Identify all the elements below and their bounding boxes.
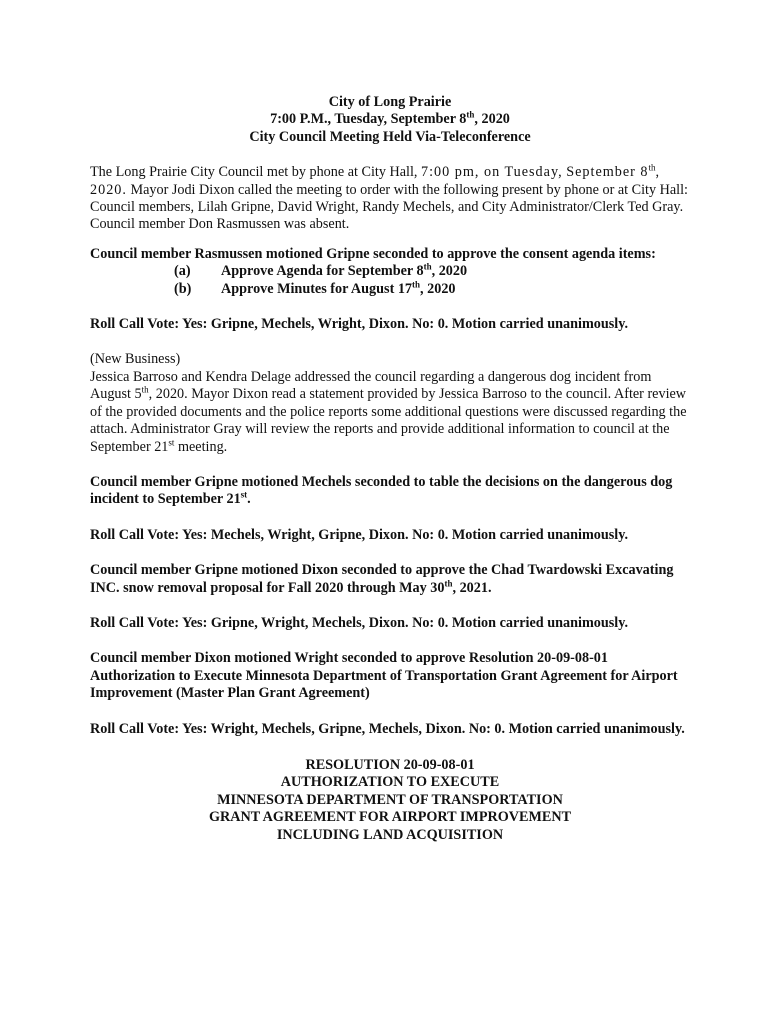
new-business-text-c: meeting. bbox=[174, 438, 228, 455]
intro-sup: th bbox=[648, 162, 656, 173]
motion-dog-text: Council member Gripne motioned Mechels seconded to table the decisions on the dangerous dog incident to September 21 bbox=[90, 473, 673, 508]
consent-item-text bbox=[221, 263, 467, 280]
intro-text-d: , 2020. bbox=[90, 164, 661, 198]
new-business-paragraph bbox=[90, 369, 690, 456]
document-header bbox=[90, 94, 690, 146]
consent-item-a-year: , 2020 bbox=[431, 263, 468, 280]
intro-text-a: The Long Prairie City Council met by phone at City Hall, bbox=[90, 164, 421, 181]
consent-item-b-text: Approve Minutes for August 17 bbox=[221, 280, 413, 297]
new-business-heading: (New Business) bbox=[90, 351, 181, 368]
resolution-line: RESOLUTION 20-09-08-01 bbox=[305, 756, 475, 773]
consent-vote: Roll Call Vote: Yes: Gripne, Mechels, Wright, Dixon. No: 0. Motion carried unanimously. bbox=[90, 316, 629, 333]
consent-item-number: (a) bbox=[174, 263, 191, 280]
motion-dog-sup: st bbox=[240, 489, 248, 500]
motion-resolution: Council member Dixon motioned Wright seconded to approve Resolution 20-09-08-01 Authorization to Execute Minnesota Department of Transportation Grant Agreement for Airport Improvement (Master Plan Grant Agreement) bbox=[90, 650, 678, 702]
vote-snow-removal: Roll Call Vote: Yes: Gripne, Wright, Mechels, Dixon. No: 0. Motion carried unanimously. bbox=[90, 614, 629, 631]
consent-motion: Council member Rasmussen motioned Gripne seconded to approve the consent agenda items: bbox=[90, 245, 656, 262]
motion-snow-sup: th bbox=[444, 577, 453, 588]
motion-dog-incident bbox=[90, 474, 690, 509]
new-business-sup-1: th bbox=[141, 384, 149, 395]
consent-item-b bbox=[90, 278, 690, 298]
resolution-line: INCLUDING LAND ACQUISITION bbox=[276, 826, 504, 843]
consent-item-a-text: Approve Agenda for September 8 bbox=[221, 263, 424, 280]
header-date-text: 7:00 P.M., Tuesday, September 8 bbox=[270, 111, 467, 128]
consent-item-number: (b) bbox=[174, 280, 192, 297]
intro-text-b: 7:00 pm, on Tuesday, bbox=[421, 164, 563, 181]
vote-resolution: Roll Call Vote: Yes: Wright, Mechels, Gripne, Mechels, Dixon. No: 0. Motion carried unanimously. bbox=[90, 720, 685, 737]
new-business-sup-2: st bbox=[168, 436, 175, 447]
motion-snow-text: Council member Gripne motioned Dixon seconded to approve the Chad Twardowski Excavating INC. snow removal proposal for Fall 2020 through May 30 bbox=[90, 562, 674, 596]
consent-item-b-year: , 2020 bbox=[420, 280, 456, 297]
resolution-title-block bbox=[90, 757, 690, 844]
header-date bbox=[90, 111, 690, 128]
consent-item-a bbox=[90, 263, 690, 280]
resolution-line: AUTHORIZATION TO EXECUTE bbox=[280, 774, 500, 791]
new-business-text-a: Jessica Barroso and Kendra Delage addressed the council regarding a dangerous dog incident from August 5 bbox=[90, 368, 652, 403]
intro-text-c: September 8 bbox=[566, 164, 649, 181]
resolution-line: GRANT AGREEMENT FOR AIRPORT IMPROVEMENT bbox=[208, 809, 572, 826]
intro-text-e: Mayor Jodi Dixon called the meeting to order with the following present by phone or at City Hall: Council members, Lilah Gripne, David Wright, Randy Mechels, and City Administrator/Clerk Ted Gray. Council member Don Rasmussen was absent. bbox=[90, 181, 689, 233]
header-meeting: City Council Meeting Held Via-Teleconference bbox=[249, 128, 531, 145]
header-city: City of Long Prairie bbox=[328, 94, 452, 110]
header-date-year: , 2020 bbox=[474, 111, 510, 128]
resolution-line: MINNESOTA DEPARTMENT OF TRANSPORTATION bbox=[217, 791, 563, 808]
consent-item-b-sup: th bbox=[412, 278, 421, 289]
consent-item-text bbox=[221, 278, 456, 298]
intro-paragraph bbox=[90, 164, 690, 234]
header-date-sup: th bbox=[466, 109, 475, 120]
consent-item-a-sup: th bbox=[423, 261, 432, 272]
new-business-text-b: , 2020. Mayor Dixon read a statement provided by Jessica Barroso to the council. After review of the provided documents and the police reports some additional questions were discussed regarding the attach. Administrator Gray will review the reports and provide additional information to council at the September 21 bbox=[90, 386, 687, 455]
document-body bbox=[90, 94, 690, 844]
motion-snow-removal bbox=[90, 562, 690, 597]
motion-snow-end: , 2021. bbox=[452, 579, 492, 596]
motion-dog-end: . bbox=[247, 491, 251, 508]
vote-dog-incident: Roll Call Vote: Yes: Mechels, Wright, Gripne, Dixon. No: 0. Motion carried unanimously. bbox=[90, 526, 629, 543]
